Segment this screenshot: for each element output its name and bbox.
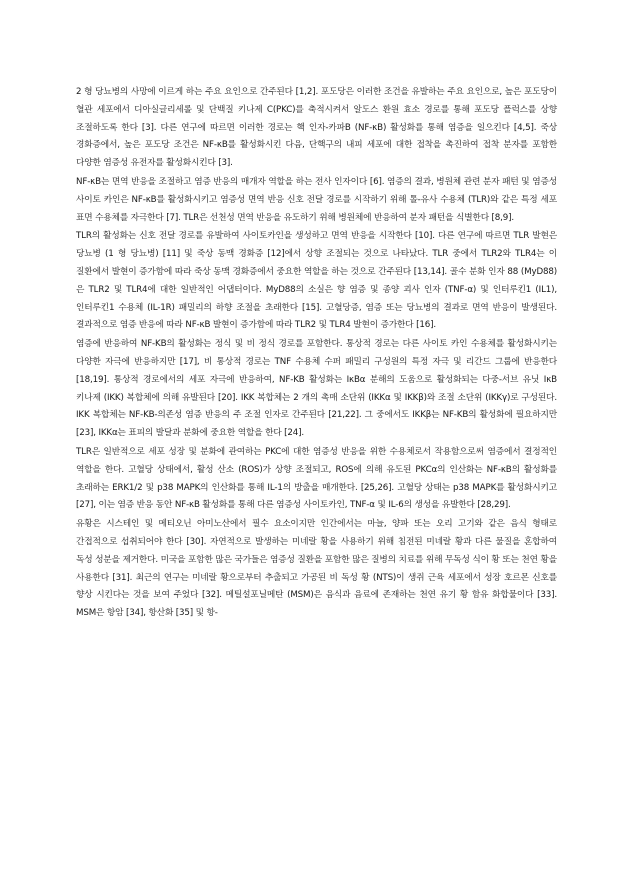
paragraph-6: 유황은 시스테인 및 메티오닌 아미노산에서 필수 요소이지만 인간에서는 마늘, 양파 또는 오리 고기와 같은 음식 형태로 간접적으로 섭취되어야 한다 [30]. 자연적으로 발생하는 미네랄 황을 사용하기 위해 침전된 미네랄 황과 다른 물질을 혼합하여 독성 성분을 제거한다. 미국을 포함한 많은 국가들은 염증성 질환을 포함한 많은 질병의 치료를 위해 무독성 식이 황 또는 천연 황을 사용한다 [31]. 최근의 연구는 미네랄 황으로부터 추출되고 가공된 비 독성 황 (NTS)이 생쥐 근육 세포에서 성장 호르몬 신호를 향상 시킨다는 것을 보여 주었다 [32]. 메틸설포닐메탄 (MSM)은 음식과 음료에 존재하는 천연 유기 황 함유 화합물이다 [33]. MSM은 항암 [34], 항산화 [35] 및 항- [76,519,557,619]
paragraph-5: TLR은 일반적으로 세포 성장 및 분화에 관여하는 PKC에 대한 염증성 반응을 위한 수용체로서 작용함으로써 염증에서 결정적인 역할을 한다. 고혈당 상태에서, 활성 산소 (ROS)가 상향 조절되고, ROS에 의해 유도된 PKCα의 인산화는 NF-κB의 활성화를 초래하는 ERK1/2 및 p38 MAPK의 인산화를 통해 IL-1의 방출을 매개한다. [25,26]. 고혈당 상태는 p38 MAPK를 활성화시키고 [27], 이는 염증 반응 동안 NF-κB 활성화를 통해 다른 염증성 사이토카인, TNF-α 및 IL-6의 생성을 유발한다 [28,29]. [76,446,557,511]
paragraph-1: 2 형 당뇨병의 사망에 이르게 하는 주요 요인으로 간주된다 [1,2]. 포도당은 이러한 조건을 유발하는 주요 요인으로, 높은 포도당이 혈관 세포에서 디아실글리세롤 및 단백질 키나제 C(PKC)를 축적시켜서 알도스 환원 효소 경로를 통해 포도당 플럭스를 상향 조절하도록 한다 [3]. 다른 연구에 따르면 이러한 경로는 핵 인자-카파B (NF-κB) 활성화를 통해 염증을 일으킨다 [4,5]. 죽상 경화증에서, 높은 포도당 조건은 NF-κB를 활성화시킨 다음, 단핵구의 내피 세포에 대한 접착을 촉진하여 접착 분자를 포함한 다양한 염증성 유전자를 활성화시킨다 [3]. [76,87,557,169]
paragraph-3: TLR의 활성화는 신호 전달 경로를 유발하여 사이토카인을 생성하고 면역 반응을 시작한다 [10]. 다른 연구에 따르면 TLR 발현은 당뇨병 (1 형 당뇨병) [11] 및 죽상 동맥 경화증 [12]에서 상향 조절되는 것으로 나타났다. TLR 중에서 TLR2와 TLR4는 이 질환에서 발현이 증가함에 따라 죽상 동맥 경화증에서 중요한 역할을 하는 것으로 간주된다 [13,14]. 골수 분화 인자 88 (MyD88)은 TLR2 및 TLR4에 대한 일반적인 어댑터이다. MyD88의 소실은 향 염증 및 종양 괴사 인자 (TNF-α) 및 인터루킨1 (IL1), 인터루킨1 수용체 (IL-1R) 패밀리의 하향 조절을 초래한다 [15]. 고혈당증, 염증 또는 당뇨병의 결과로 면역 반응이 발생된다. 결과적으로 염증 반응에 따라 NF-κB 발현이 증가함에 따라 TLR2 및 TLR4 발현이 증가한다 [16]. [76,231,557,331]
paragraph-2: NF-κB는 면역 반응을 조절하고 염증 반응의 매개자 역할을 하는 전사 인자이다 [6]. 염증의 결과, 병원체 관련 분자 패턴 및 염증성 사이토 카인은 NF-κB를 활성화시키고 염증성 면역 반응 신호 전달 경로를 시작하기 위해 톨-유사 수용체 (TLR)와 같은 특정 세포 표면 수용체를 자극한다 [7]. TLR은 선천성 면역 반응을 유도하기 위해 병원체에 반응하여 분자 패턴을 식별한다 [8,9]. [76,176,557,223]
paragraph-4: 염증에 반응하여 NF-KB의 활성화는 정식 및 비 정식 경로를 포함한다. 통상적 경로는 다른 사이토 카인 수용체를 활성화시키는 다양한 자극에 반응하지만 [17], 비 통상적 경로는 TNF 수용체 수퍼 패밀리 구성원의 특정 자극 및 리간드 그룹에 반응한다 [18,19]. 통상적 경로에서의 세포 자극에 반응하여, NF-KB 활성화는 IκBα 분해의 도움으로 활성화되는 다중-서브 유닛 IκB 키나제 (IKK) 복합체에 의해 유발된다 [20]. IKK 복합체는 2 개의 촉매 소단위 (IKKα 및 IKKβ)와 조절 소단위 (IKKγ)로 구성된다. IKK 복합체는 NF-KB-의존성 염증 반응의 주 조절 인자로 간주된다 [21,22]. 그 중에서도 IKKβ는 NF-KB의 활성화에 필요하지만 [23], IKKα는 표피의 발달과 분화에 중요한 역할을 한다 [24]. [76,339,557,439]
article-body [76,84,557,624]
